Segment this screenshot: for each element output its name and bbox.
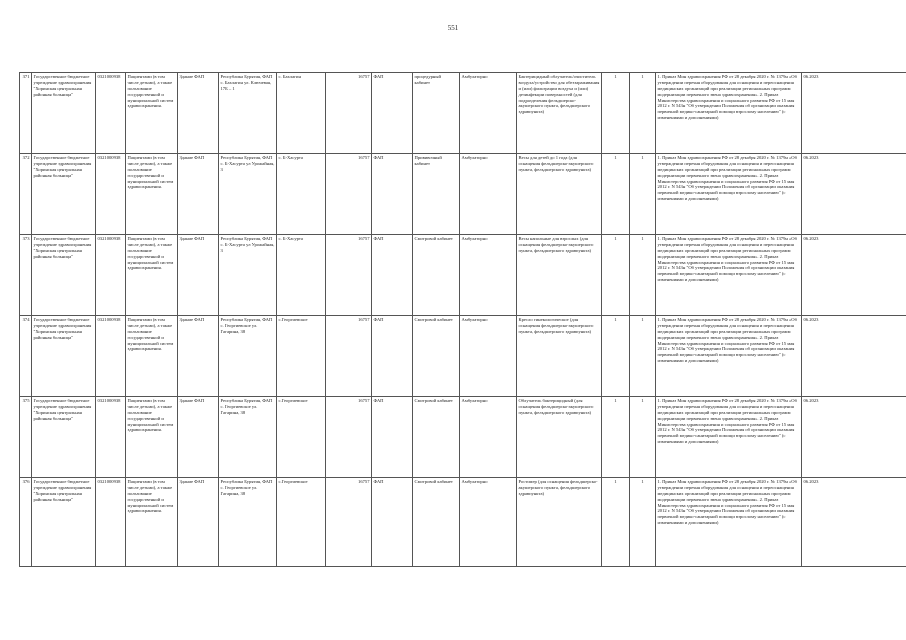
activity-cell: Пациентами (в том числе детьми), а также пользование государственной и муниципальной систем здравоохранения. [126, 478, 178, 567]
care-type-cell: Амбулаторно [460, 235, 517, 316]
inn-cell: 0321000938 [96, 397, 126, 478]
date-cell: 06.2023 [802, 235, 906, 316]
address-cell: Республика Бурятия, ФАП с. Бахлагин ул. Ключевая, 17Б – 1 [219, 73, 277, 154]
table-row [20, 316, 906, 397]
table-row [20, 235, 906, 316]
equipment-cell: Весы напольные для взрослых (для оснащения фельдшерско-акушерского пункта, фельдшерского здравпункта) [517, 235, 602, 316]
quantity-required-cell: 1 [602, 154, 630, 235]
quantity-planned-cell: 1 [630, 154, 656, 235]
unit-cell: ФАП [372, 73, 413, 154]
date-cell: 06.2023 [802, 73, 906, 154]
quantity-planned-cell: 1 [630, 316, 656, 397]
organization-cell: Государственное бюджетное учреждение здравоохранения "Хоринская центральная районная больница" [32, 316, 96, 397]
organization-cell: Государственное бюджетное учреждение здравоохранения "Хоринская центральная районная больница" [32, 235, 96, 316]
organization-cell: Государственное бюджетное учреждение здравоохранения "Хоринская центральная районная больница" [32, 397, 96, 478]
unit-cell: ФАП [372, 154, 413, 235]
room-cell: процедурный кабинет [413, 73, 460, 154]
code-cell: 16757 [326, 235, 372, 316]
building-cell: Здание ФАП [178, 235, 219, 316]
code-cell: 16757 [326, 154, 372, 235]
row-number-cell: 375 [20, 397, 32, 478]
activity-cell: Пациентами (в том числе детьми), а также пользование государственной и муниципальной систем здравоохранения. [126, 397, 178, 478]
date-cell: 06.2023 [802, 478, 906, 567]
building-cell: Здание ФАП [178, 154, 219, 235]
row-number-cell: 373 [20, 235, 32, 316]
quantity-required-cell: 1 [602, 73, 630, 154]
locality-cell: с.Георгиевское [277, 478, 326, 567]
date-cell: 06.2023 [802, 397, 906, 478]
equipment-registry-table [19, 72, 906, 567]
equipment-cell: Бактерицидный облучатель/очиститель воздуха/устройство для обеззараживания и (или) фильтрации воздуха и (или) дезинфекции поверхностей (для подразделения фельдшерско-акушерского пункта, фельдшерского здравпункта) [517, 73, 602, 154]
building-cell: Здание ФАП [178, 73, 219, 154]
table-row [20, 397, 906, 478]
address-cell: Республика Бурятия, ФАП с. Б-Хасурта ул Урожайная, 3 [219, 235, 277, 316]
table-row [20, 478, 906, 567]
room-cell: Смотровой кабинет [413, 316, 460, 397]
activity-cell: Пациентами (в том числе детьми), а также пользование государственной и муниципальной систем здравоохранения. [126, 235, 178, 316]
code-cell: 16757 [326, 397, 372, 478]
address-cell: Республика Бурятия, ФАП с. Б-Хасурта ул Урожайная, 3 [219, 154, 277, 235]
organization-cell: Государственное бюджетное учреждение здравоохранения "Хоринская центральная районная больница" [32, 73, 96, 154]
inn-cell: 0321000938 [96, 73, 126, 154]
page-number: 551 [447, 24, 459, 32]
room-cell: Смотровой кабинет [413, 397, 460, 478]
building-cell: Здание ФАП [178, 478, 219, 567]
unit-cell: ФАП [372, 316, 413, 397]
quantity-planned-cell: 1 [630, 478, 656, 567]
address-cell: Республика Бурятия, ФАП с. Георгиевское ул. Гагарина, 38 [219, 316, 277, 397]
care-type-cell: Амбулаторно [460, 397, 517, 478]
locality-cell: с. Б-Хасурта [277, 235, 326, 316]
care-type-cell: Амбулаторно [460, 154, 517, 235]
equipment-cell: Весы для детей до 1 года (для оснащения фельдшерско-акушерского пункта, фельдшерского здравпункта) [517, 154, 602, 235]
activity-cell: Пациентами (в том числе детьми), а также пользование государственной и муниципальной систем здравоохранения. [126, 73, 178, 154]
inn-cell: 0321000938 [96, 316, 126, 397]
inn-cell: 0321000938 [96, 235, 126, 316]
locality-cell: с.Георгиевское [277, 397, 326, 478]
building-cell: Здание ФАП [178, 397, 219, 478]
care-type-cell: Амбулаторно [460, 73, 517, 154]
equipment-cell: Кресло гинекологическое (для оснащения фельдшерско-акушерского пункта, фельдшерского здравпункта) [517, 316, 602, 397]
row-number-cell: 374 [20, 316, 32, 397]
quantity-planned-cell: 1 [630, 73, 656, 154]
legal-basis-cell: 1. Приказ Мин здравоохранения РФ от 28 декабря 2020 г. № 1379н «Об утверждении перечня оборудования для оснащения и переоснащения медицинских организаций при реализации региональных программ модернизации первичного звена здравоохранения». 2. Приказ Министерства здравоохранения и социального развития РФ от 15 мая 2012 г. N 543н "Об утверждении Положения об организации оказания первичной медико-санитарной помощи взрослому населению" (с изменениями и дополнениями) [656, 316, 802, 397]
room-cell: Смотровой кабинет [413, 478, 460, 567]
table-row [20, 73, 906, 154]
legal-basis-cell: 1. Приказ Мин здравоохранения РФ от 28 декабря 2020 г. № 1379н «Об утверждении перечня оборудования для оснащения и переоснащения медицинских организаций при реализации региональных программ модернизации первичного звена здравоохранения». 2. Приказ Министерства здравоохранения и социального развития РФ от 15 мая 2012 г. N 543н "Об утверждении Положения об организации оказания первичной медико-санитарной помощи взрослому населению" (с изменениями и дополнениями) [656, 478, 802, 567]
quantity-required-cell: 1 [602, 316, 630, 397]
legal-basis-cell: 1. Приказ Мин здравоохранения РФ от 28 декабря 2020 г. № 1379н «Об утверждении перечня оборудования для оснащения и переоснащения медицинских организаций при реализации региональных программ модернизации первичного звена здравоохранения». 2. Приказ Министерства здравоохранения и социального развития РФ от 15 мая 2012 г. N 543н "Об утверждении Положения об организации оказания первичной медико-санитарной помощи взрослому населению" (с изменениями и дополнениями) [656, 235, 802, 316]
inn-cell: 0321000938 [96, 154, 126, 235]
code-cell: 16757 [326, 478, 372, 567]
legal-basis-cell: 1. Приказ Мин здравоохранения РФ от 28 декабря 2020 г. № 1379н «Об утверждении перечня оборудования для оснащения и переоснащения медицинских организаций при реализации региональных программ модернизации первичного звена здравоохранения». 2. Приказ Министерства здравоохранения и социального развития РФ от 15 мая 2012 г. N 543н "Об утверждении Положения об организации оказания первичной медико-санитарной помощи взрослому населению" (с изменениями и дополнениями) [656, 397, 802, 478]
address-cell: Республика Бурятия, ФАП с. Георгиевское ул. Гагарина, 38 [219, 478, 277, 567]
unit-cell: ФАП [372, 478, 413, 567]
room-cell: Прививочный кабинет [413, 154, 460, 235]
address-cell: Республика Бурятия, ФАП с. Георгиевское ул. Гагарина, 38 [219, 397, 277, 478]
legal-basis-cell: 1. Приказ Мин здравоохранения РФ от 28 декабря 2020 г. № 1379н «Об утверждении перечня оборудования для оснащения и переоснащения медицинских организаций при реализации региональных программ модернизации первичного звена здравоохранения». 2. Приказ Министерства здравоохранения и социального развития РФ от 15 мая 2012 г. N 543н "Об утверждении Положения об организации оказания первичной медико-санитарной помощи взрослому населению" (с изменениями и дополнениями) [656, 73, 802, 154]
inn-cell: 0321000938 [96, 478, 126, 567]
equipment-cell: Ростомер (для оснащения фельдшерско-акушерского пункта, фельдшерского здравпункта) [517, 478, 602, 567]
code-cell: 16757 [326, 73, 372, 154]
locality-cell: с.Георгиевское [277, 316, 326, 397]
activity-cell: Пациентами (в том числе детьми), а также пользование государственной и муниципальной систем здравоохранения. [126, 154, 178, 235]
quantity-required-cell: 1 [602, 397, 630, 478]
locality-cell: с. Б-Хасурта [277, 154, 326, 235]
date-cell: 06.2023 [802, 154, 906, 235]
table-row [20, 154, 906, 235]
quantity-required-cell: 1 [602, 235, 630, 316]
unit-cell: ФАП [372, 397, 413, 478]
equipment-cell: Облучатель бактерицидный (для оснащения фельдшерско-акушерского пункта, фельдшерского здравпункта) [517, 397, 602, 478]
row-number-cell: 376 [20, 478, 32, 567]
room-cell: Смотровой кабинет [413, 235, 460, 316]
organization-cell: Государственное бюджетное учреждение здравоохранения "Хоринская центральная районная больница" [32, 478, 96, 567]
legal-basis-cell: 1. Приказ Мин здравоохранения РФ от 28 декабря 2020 г. № 1379н «Об утверждении перечня оборудования для оснащения и переоснащения медицинских организаций при реализации региональных программ модернизации первичного звена здравоохранения». 2. Приказ Министерства здравоохранения и социального развития РФ от 15 мая 2012 г. N 543н "Об утверждении Положения об организации оказания первичной медико-санитарной помощи взрослому населению" (с изменениями и дополнениями) [656, 154, 802, 235]
row-number-cell: 371 [20, 73, 32, 154]
organization-cell: Государственное бюджетное учреждение здравоохранения "Хоринская центральная районная больница" [32, 154, 96, 235]
quantity-planned-cell: 1 [630, 397, 656, 478]
unit-cell: ФАП [372, 235, 413, 316]
activity-cell: Пациентами (в том числе детьми), а также пользование государственной и муниципальной систем здравоохранения. [126, 316, 178, 397]
code-cell: 16757 [326, 316, 372, 397]
row-number-cell: 372 [20, 154, 32, 235]
care-type-cell: Амбулаторно [460, 316, 517, 397]
date-cell: 06.2023 [802, 316, 906, 397]
quantity-planned-cell: 1 [630, 235, 656, 316]
quantity-required-cell: 1 [602, 478, 630, 567]
building-cell: Здание ФАП [178, 316, 219, 397]
care-type-cell: Амбулаторно [460, 478, 517, 567]
locality-cell: с. Бахлагин [277, 73, 326, 154]
